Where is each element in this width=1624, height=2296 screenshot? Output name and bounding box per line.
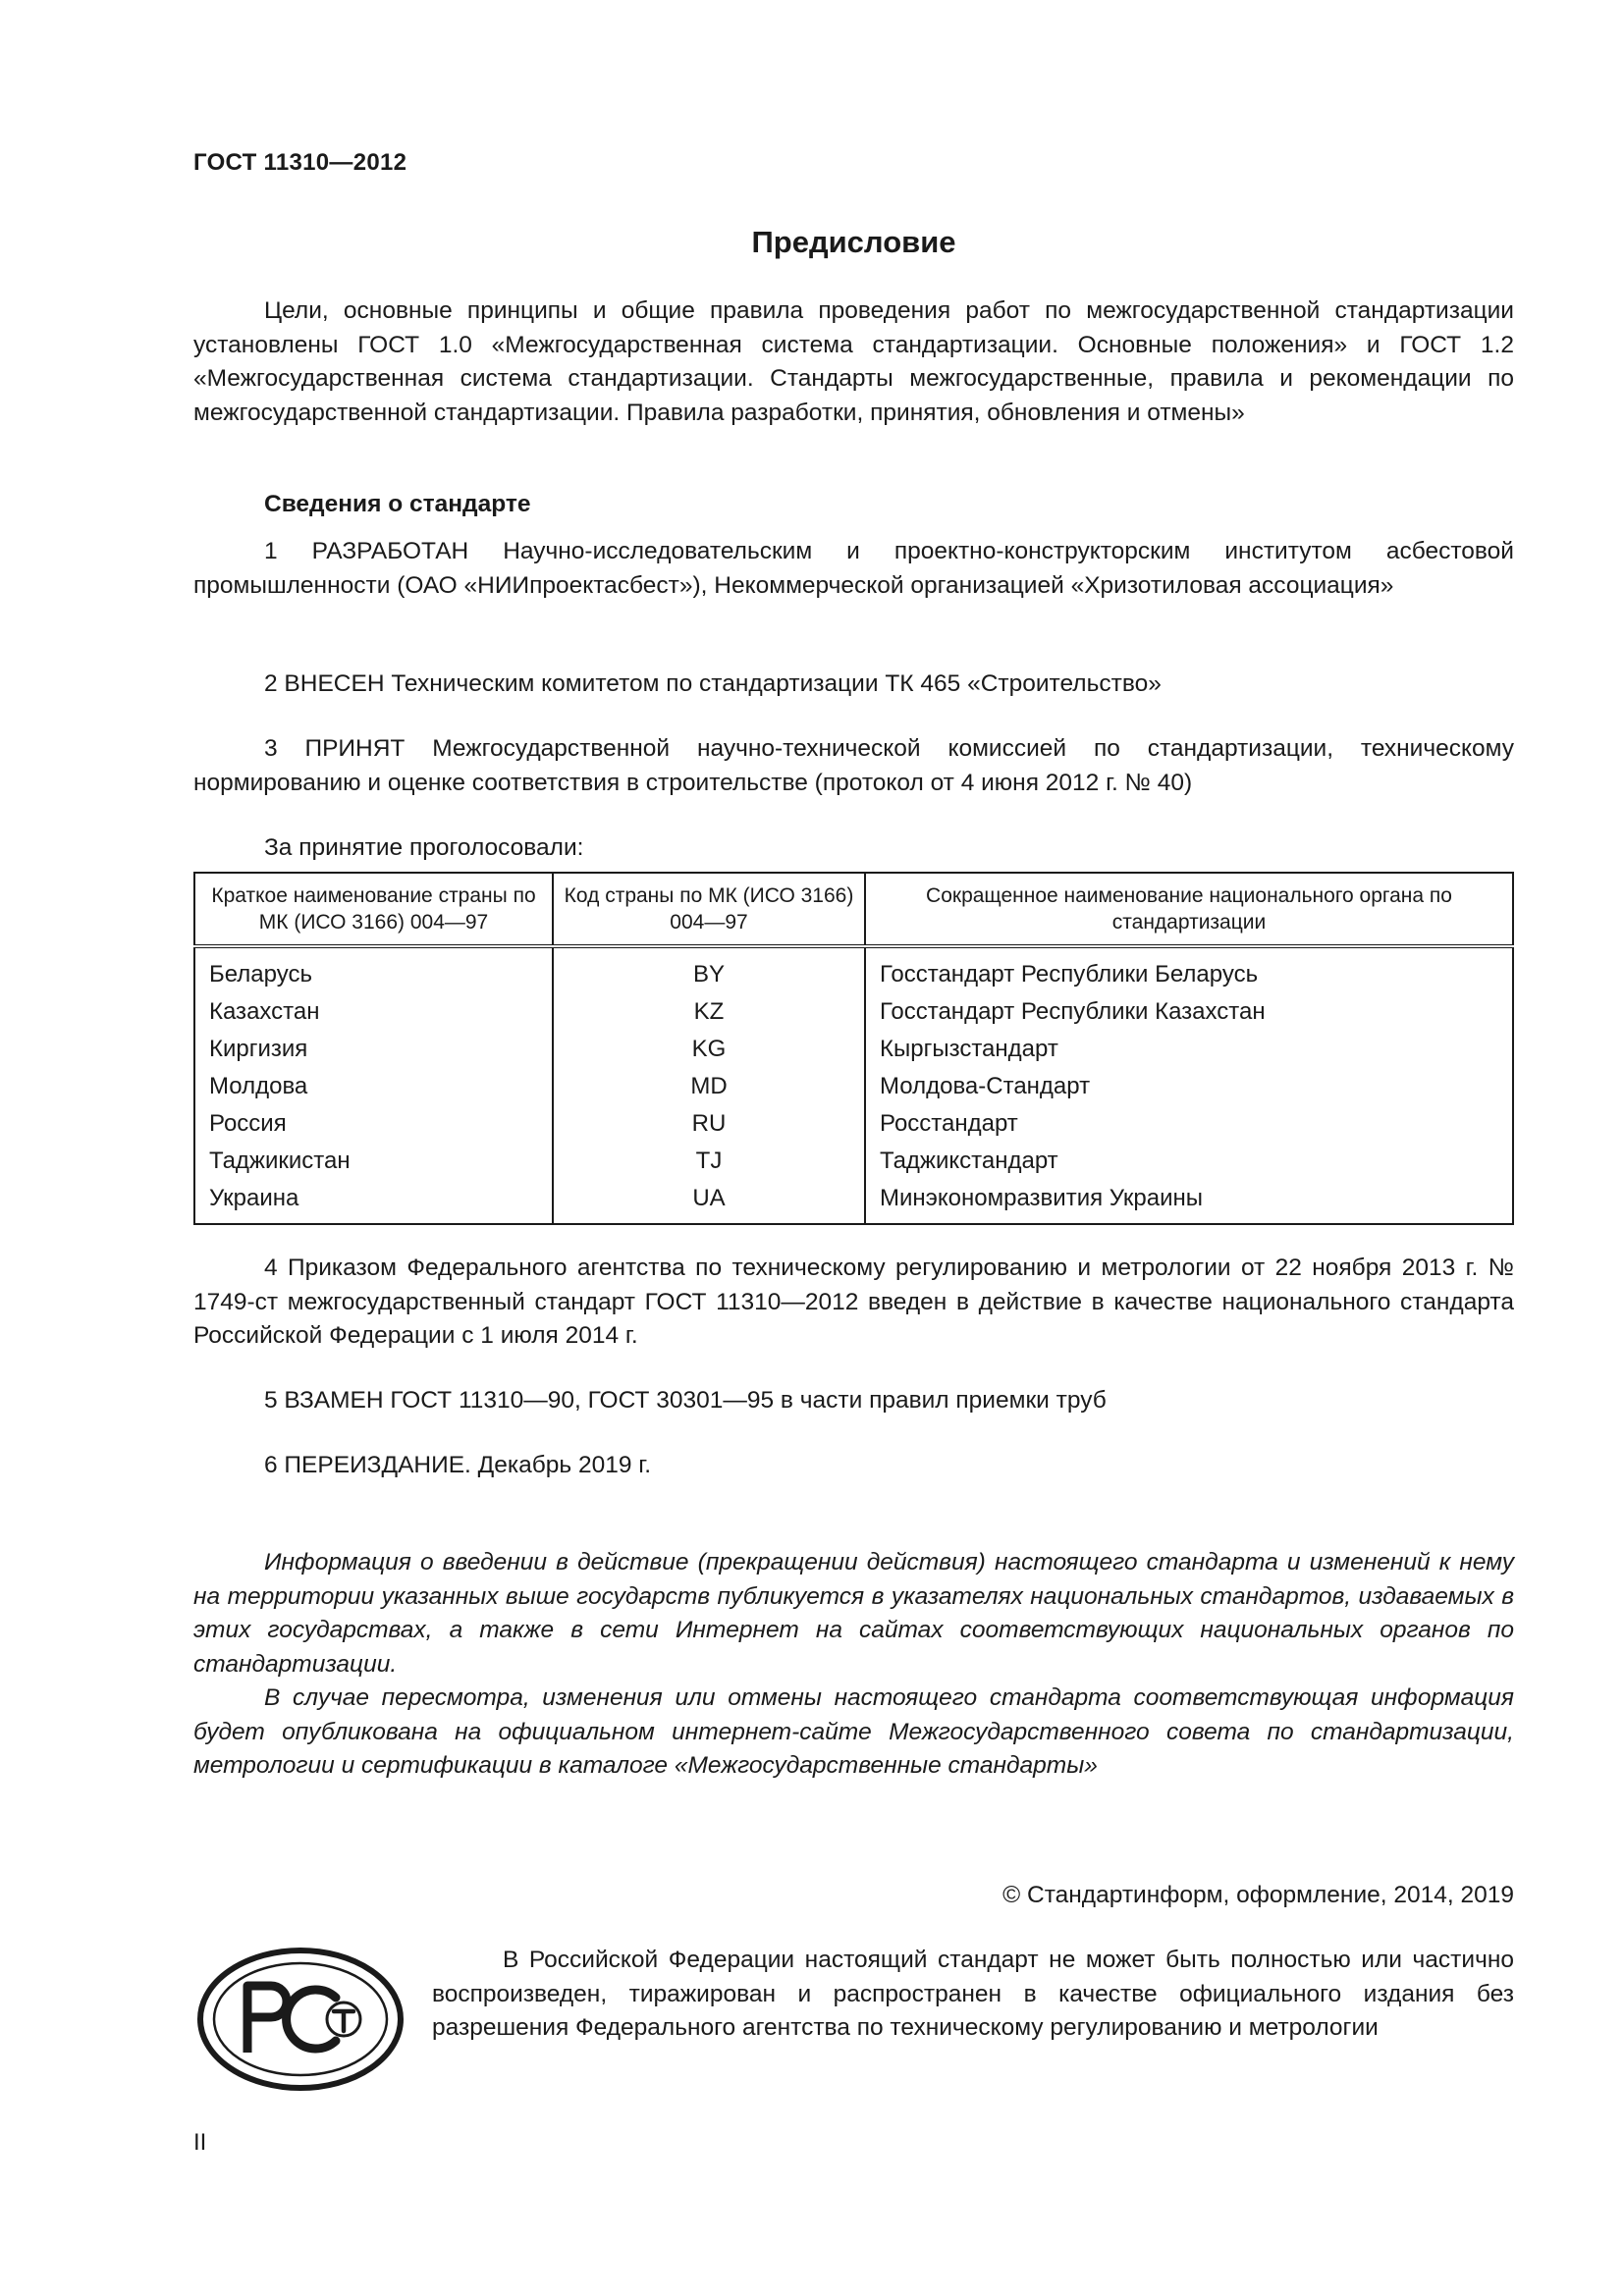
standards-body: Молдова-Стандарт <box>865 1068 1513 1105</box>
info-paragraph-1: Информация о введении в действие (прекращении действия) настоящего стандарта и изменений к нему на территории указанных выше государств публикуется в указателях национальных стандартов, издаваемых в этих государствах, а также в сети Интернет на сайтах соответствующих национальных органов по стандартизации. <box>193 1549 1514 1678</box>
country-code: UA <box>553 1180 865 1224</box>
standards-body: Таджикстандарт <box>865 1143 1513 1180</box>
country-name: Киргизия <box>194 1031 553 1068</box>
country-code: BY <box>553 946 865 993</box>
item-4-order: 4 Приказом Федерального агентства по техническому регулированию и метрологии от 22 ноября 2013 г. № 1749-ст межгосударственный стандарт ГОСТ 11310—2012 введен в действие в качестве национального стандарта Российской Федерации с 1 июля 2014 г. <box>193 1255 1514 1349</box>
standards-body: Минэкономразвития Украины <box>865 1180 1513 1224</box>
standards-body: Госстандарт Республики Беларусь <box>865 946 1513 993</box>
item-1-developed: 1 РАЗРАБОТАН Научно-исследовательским и проектно-конструкторским институтом асбестовой промышленности (ОАО «НИИпроектасбест»), Некоммерческой организацией «Хризотиловая ассоциация» <box>193 538 1514 599</box>
standards-body: Кыргызстандарт <box>865 1031 1513 1068</box>
table-row <box>194 1143 1513 1180</box>
item-2-introduced: 2 ВНЕСЕН Техническим комитетом по стандартизации ТК 465 «Строительство» <box>264 670 1162 697</box>
table-row <box>194 946 1513 993</box>
item-6-reissue: 6 ПЕРЕИЗДАНИЕ. Декабрь 2019 г. <box>264 1452 652 1478</box>
country-code: TJ <box>553 1143 865 1180</box>
page-title: Предисловие <box>751 225 956 259</box>
country-code: RU <box>553 1105 865 1143</box>
rst-certification-mark-icon <box>196 1947 405 2092</box>
country-code: KZ <box>553 993 865 1031</box>
country-name: Таджикистан <box>194 1143 553 1180</box>
page-number: II <box>193 2129 207 2156</box>
about-standard-heading: Сведения о стандарте <box>264 491 531 517</box>
standard-number-header: ГОСТ 11310—2012 <box>193 149 407 176</box>
item-3-adopted: 3 ПРИНЯТ Межгосударственной научно-технической комиссией по стандартизации, техническому нормированию и оценке соответствия в строительстве (протокол от 4 июня 2012 г. № 40) <box>193 735 1514 796</box>
standards-body: Росстандарт <box>865 1105 1513 1143</box>
table-row <box>194 1180 1513 1224</box>
country-code: MD <box>553 1068 865 1105</box>
item-5-replaces: 5 ВЗАМЕН ГОСТ 11310—90, ГОСТ 30301—95 в части правил приемки труб <box>264 1387 1107 1414</box>
header-country-name: Краткое наименование страны по МК (ИСО 3166) 004—97 <box>194 873 553 946</box>
voted-label: За принятие проголосовали: <box>264 834 584 861</box>
info-paragraph-2: В случае пересмотра, изменения или отмены настоящего стандарта соответствующая информация будет опубликована на официальном интернет-сайте Межгосударственного совета по стандартизации, метрологии и сертификации в каталоге «Межгосударственные стандарты» <box>193 1684 1514 1779</box>
standards-body: Госстандарт Республики Казахстан <box>865 993 1513 1031</box>
table-header-row <box>194 873 1513 946</box>
table-row <box>194 993 1513 1031</box>
copyright-line: © Стандартинформ, оформление, 2014, 2019 <box>1002 1882 1514 1908</box>
voting-countries-table <box>193 872 1514 1225</box>
country-name: Украина <box>194 1180 553 1224</box>
country-name: Россия <box>194 1105 553 1143</box>
country-name: Казахстан <box>194 993 553 1031</box>
table-row <box>194 1068 1513 1105</box>
intro-paragraph: Цели, основные принципы и общие правила проведения работ по межгосударственной стандартизации установлены ГОСТ 1.0 «Межгосударственная система стандартизации. Основные положения» и ГОСТ 1.2 «Межгосударственная система стандартизации. Стандарты межгосударственные, правила и рекомендации по межгосударственной стандартизации. Правила разработки, принятия, обновления и отмены» <box>193 297 1514 426</box>
header-standards-body: Сокращенное наименование национального органа по стандартизации <box>865 873 1513 946</box>
country-name: Молдова <box>194 1068 553 1105</box>
country-code: KG <box>553 1031 865 1068</box>
header-country-code: Код страны по МК (ИСО 3166) 004—97 <box>553 873 865 946</box>
country-name: Беларусь <box>194 946 553 993</box>
reproduction-notice: В Российской Федерации настоящий стандарт не может быть полностью или частично воспроизведен, тиражирован и распространен в качестве официального издания без разрешения Федерального агентства по техническому регулированию и метрологии <box>432 1947 1514 2041</box>
table-row <box>194 1031 1513 1068</box>
table-row <box>194 1105 1513 1143</box>
